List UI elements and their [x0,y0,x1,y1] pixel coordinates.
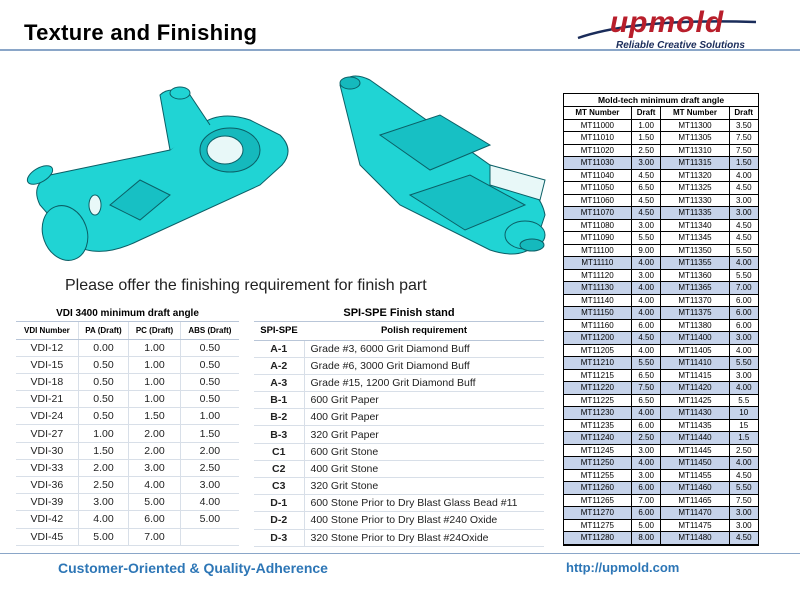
vdi-cell: VDI-30 [16,442,78,459]
moldtech-cell: MT11100 [564,244,631,257]
moldtech-cell: 4.00 [729,457,758,470]
vdi-cell [180,528,239,545]
vdi-cell: 1.00 [78,425,128,442]
vdi-cell: 0.50 [180,356,239,373]
moldtech-cell: 1.50 [631,132,661,145]
moldtech-cell: MT11235 [564,419,631,432]
spi-finish-table [254,305,544,547]
moldtech-cell: MT11320 [661,169,729,182]
spi-cell: B-1 [254,392,304,409]
moldtech-cell: 6.00 [631,419,661,432]
spi-cell: D-2 [254,512,304,529]
moldtech-cell: 6.00 [631,507,661,520]
moldtech-row [564,144,758,157]
vdi-cell: VDI-27 [16,425,78,442]
moldtech-cell: 5.50 [729,269,758,282]
spi-row [254,409,544,426]
vdi-cell: 1.50 [78,442,128,459]
moldtech-cell: MT11220 [564,382,631,395]
spi-row [254,340,544,357]
moldtech-cell: 5.5 [729,394,758,407]
moldtech-cell: 5.50 [729,357,758,370]
vdi-cell: 2.00 [180,442,239,459]
moldtech-cell: 1.00 [631,119,661,132]
moldtech-row [564,532,758,545]
spi-cell: D-1 [254,495,304,512]
moldtech-row [564,494,758,507]
moldtech-row [564,269,758,282]
vdi-cell: VDI-15 [16,356,78,373]
spi-row [254,512,544,529]
footer-slogan: Customer-Oriented & Quality-Adherence [58,560,328,576]
moldtech-cell: 6.00 [631,482,661,495]
vdi-cell: 0.50 [78,391,128,408]
spi-row [254,495,544,512]
moldtech-cell: MT11060 [564,194,631,207]
moldtech-cell: MT11480 [661,532,729,545]
vdi-cell: 3.00 [129,459,181,476]
spi-table-caption: SPI-SPE Finish stand [254,305,544,322]
spi-row [254,392,544,409]
moldtech-cell: 3.00 [631,444,661,457]
vdi-cell: 4.00 [129,477,181,494]
vdi-cell: 1.00 [129,373,181,390]
moldtech-cell: MT11400 [661,332,729,345]
moldtech-row [564,344,758,357]
spi-cell: A-3 [254,374,304,391]
moldtech-header-cell: MT Number [564,107,631,119]
moldtech-row [564,419,758,432]
moldtech-cell: MT11210 [564,357,631,370]
moldtech-cell: 6.50 [631,182,661,195]
moldtech-cell: MT11260 [564,482,631,495]
vdi-row [16,528,239,545]
moldtech-cell: MT11345 [661,232,729,245]
moldtech-row [564,207,758,220]
moldtech-cell: MT11330 [661,194,729,207]
spi-row [254,374,544,391]
logo-wordmark: upmold [609,6,725,39]
moldtech-cell: MT11120 [564,269,631,282]
moldtech-cell: MT11440 [661,432,729,445]
moldtech-cell: 5.50 [729,244,758,257]
moldtech-cell: 4.00 [729,257,758,270]
moldtech-row [564,132,758,145]
spi-header-cell: Polish requirement [304,322,544,340]
moldtech-cell: MT11360 [661,269,729,282]
spi-cell: 400 Grit Paper [304,409,544,426]
moldtech-cell: MT11380 [661,319,729,332]
moldtech-cell: MT11280 [564,532,631,545]
moldtech-row [564,357,758,370]
moldtech-cell: MT11310 [661,144,729,157]
vdi-cell: 1.00 [129,356,181,373]
moldtech-cell: MT11000 [564,119,631,132]
vdi-row [16,356,239,373]
moldtech-row [564,182,758,195]
moldtech-cell: 4.00 [631,457,661,470]
moldtech-cell: 4.00 [729,169,758,182]
moldtech-cell: MT11230 [564,407,631,420]
vdi-cell: VDI-21 [16,391,78,408]
moldtech-row [564,382,758,395]
moldtech-cell: 5.50 [631,357,661,370]
vdi-cell: VDI-39 [16,494,78,511]
moldtech-cell: MT11370 [661,294,729,307]
vdi-cell: 5.00 [78,528,128,545]
moldtech-cell: MT11305 [661,132,729,145]
vdi-cell: VDI-12 [16,339,78,356]
moldtech-cell: MT11470 [661,507,729,520]
vdi-row [16,373,239,390]
moldtech-cell: MT11080 [564,219,631,232]
moldtech-row [564,507,758,520]
moldtech-cell: MT11205 [564,344,631,357]
vdi-cell: 1.50 [180,425,239,442]
moldtech-cell: MT11475 [661,519,729,532]
vdi-cell: 1.00 [129,391,181,408]
moldtech-cell: 3.00 [729,194,758,207]
moldtech-cell: MT11435 [661,419,729,432]
vdi-cell: VDI-36 [16,477,78,494]
spi-cell: 320 Grit Stone [304,478,544,495]
vdi-cell: 0.50 [180,339,239,356]
spi-cell: A-2 [254,357,304,374]
moldtech-cell: MT11415 [661,369,729,382]
moldtech-cell: MT11300 [661,119,729,132]
moldtech-cell: MT11410 [661,357,729,370]
moldtech-cell: 7.00 [729,282,758,295]
moldtech-cell: 10 [729,407,758,420]
spi-row [254,443,544,460]
moldtech-cell: MT11430 [661,407,729,420]
moldtech-cell: 2.50 [631,432,661,445]
moldtech-cell: MT11450 [661,457,729,470]
moldtech-cell: 4.00 [729,382,758,395]
vdi-cell: 2.50 [180,459,239,476]
moldtech-cell: 4.50 [631,169,661,182]
spi-cell: 400 Grit Stone [304,460,544,477]
vdi-cell: VDI-42 [16,511,78,528]
moldtech-cell: 7.50 [729,144,758,157]
moldtech-cell: 4.00 [631,344,661,357]
moldtech-cell: MT11010 [564,132,631,145]
vdi-row [16,511,239,528]
moldtech-header-cell: Draft [631,107,661,119]
moldtech-cell: MT11455 [661,469,729,482]
spi-row [254,460,544,477]
moldtech-row [564,157,758,170]
moldtech-row [564,369,758,382]
spi-row [254,529,544,546]
moldtech-cell: MT11255 [564,469,631,482]
moldtech-row [564,194,758,207]
moldtech-draft-table [563,93,759,546]
moldtech-cell: MT11240 [564,432,631,445]
vdi-cell: 5.00 [129,494,181,511]
moldtech-cell: 3.00 [631,219,661,232]
spi-cell: 320 Grit Paper [304,426,544,443]
vdi-cell: 0.50 [180,373,239,390]
spi-cell: Grade #15, 1200 Grit Diamond Buff [304,374,544,391]
vdi-cell: 0.50 [180,391,239,408]
spi-cell: D-3 [254,529,304,546]
moldtech-cell: 4.50 [631,332,661,345]
vdi-cell: 4.00 [180,494,239,511]
moldtech-cell: 7.50 [729,132,758,145]
moldtech-cell: 4.50 [631,207,661,220]
moldtech-row [564,294,758,307]
moldtech-cell: 3.00 [631,269,661,282]
vdi-row [16,494,239,511]
moldtech-cell: 15 [729,419,758,432]
moldtech-row [564,432,758,445]
part-rendering-right [340,76,545,254]
spi-cell: 600 Stone Prior to Dry Blast Glass Bead #11 [304,495,544,512]
vdi-row [16,339,239,356]
spi-cell: C2 [254,460,304,477]
vdi-cell: VDI-45 [16,528,78,545]
moldtech-cell: 6.50 [631,369,661,382]
spi-row [254,357,544,374]
moldtech-row [564,482,758,495]
moldtech-row [564,307,758,320]
vdi-draft-table [16,305,239,546]
spi-cell: 600 Grit Paper [304,392,544,409]
moldtech-row [564,519,758,532]
moldtech-cell: MT11265 [564,494,631,507]
vdi-cell: 0.50 [78,408,128,425]
vdi-header-cell: VDI Number [16,322,78,339]
vdi-row [16,477,239,494]
moldtech-row [564,119,758,132]
vdi-table-caption: VDI 3400 minimum draft angle [16,305,239,322]
footer-divider [0,553,800,554]
moldtech-cell: MT11465 [661,494,729,507]
moldtech-cell: MT11225 [564,394,631,407]
moldtech-cell: MT11420 [661,382,729,395]
moldtech-cell: 3.00 [631,157,661,170]
moldtech-cell: MT11315 [661,157,729,170]
spi-cell: B-2 [254,409,304,426]
spi-row [254,426,544,443]
moldtech-cell: 4.50 [729,532,758,545]
vdi-cell: 7.00 [129,528,181,545]
moldtech-cell: 4.00 [631,407,661,420]
footer-url-link[interactable]: http://upmold.com [566,560,680,575]
moldtech-cell: 4.00 [729,344,758,357]
vdi-cell: 0.50 [78,356,128,373]
moldtech-cell: MT11405 [661,344,729,357]
vdi-cell: 6.00 [129,511,181,528]
vdi-row [16,391,239,408]
vdi-cell: VDI-24 [16,408,78,425]
logo-tagline: Reliable Creative Solutions [616,40,745,51]
moldtech-cell: 4.50 [729,469,758,482]
spi-header-row [254,322,544,340]
moldtech-cell: 7.50 [729,494,758,507]
moldtech-cell: 4.00 [631,282,661,295]
moldtech-cell: MT11355 [661,257,729,270]
vdi-cell: 3.00 [180,477,239,494]
moldtech-cell: MT11020 [564,144,631,157]
vdi-cell: 1.00 [180,408,239,425]
moldtech-header-cell: Draft [729,107,758,119]
moldtech-cell: 4.50 [729,219,758,232]
moldtech-header-cell: MT Number [661,107,729,119]
moldtech-table-caption: Mold-tech minimum draft angle [564,94,758,107]
vdi-row [16,442,239,459]
moldtech-cell: 5.00 [631,519,661,532]
vdi-row [16,408,239,425]
vdi-cell: 2.00 [129,442,181,459]
moldtech-cell: MT11215 [564,369,631,382]
spi-header-cell: SPI-SPE [254,322,304,340]
moldtech-cell: MT11365 [661,282,729,295]
vdi-header-cell: PA (Draft) [78,322,128,339]
spi-cell: A-1 [254,340,304,357]
moldtech-cell: 3.50 [729,119,758,132]
vdi-cell: VDI-18 [16,373,78,390]
spi-row [254,478,544,495]
vdi-row [16,425,239,442]
spi-cell: 320 Stone Prior to Dry Blast #24Oxide [304,529,544,546]
spi-cell: 400 Stone Prior to Dry Blast #240 Oxide [304,512,544,529]
moldtech-cell: MT11130 [564,282,631,295]
vdi-cell: 1.00 [129,339,181,356]
moldtech-cell: MT11425 [661,394,729,407]
vdi-cell: 0.00 [78,339,128,356]
moldtech-cell: MT11070 [564,207,631,220]
moldtech-cell: MT11375 [661,307,729,320]
spi-cell: Grade #3, 6000 Grit Diamond Buff [304,340,544,357]
moldtech-cell: MT11110 [564,257,631,270]
vdi-cell: 1.50 [129,408,181,425]
slide-title: Texture and Finishing [24,20,258,45]
moldtech-cell: 1.5 [729,432,758,445]
vdi-cell: 5.00 [180,511,239,528]
moldtech-cell: MT11090 [564,232,631,245]
moldtech-row [564,469,758,482]
finish-request-text: Please offer the finishing requirement for finish part [65,277,427,294]
moldtech-cell: 3.00 [631,469,661,482]
moldtech-cell: 5.50 [631,232,661,245]
moldtech-cell: MT11350 [661,244,729,257]
moldtech-cell: MT11245 [564,444,631,457]
moldtech-row [564,457,758,470]
moldtech-cell: 6.00 [729,294,758,307]
moldtech-cell: MT11160 [564,319,631,332]
moldtech-cell: 6.00 [729,307,758,320]
vdi-cell: 4.00 [78,511,128,528]
moldtech-cell: MT11445 [661,444,729,457]
moldtech-cell: MT11200 [564,332,631,345]
moldtech-cell: 5.50 [729,482,758,495]
moldtech-row [564,244,758,257]
moldtech-cell: 9.00 [631,244,661,257]
vdi-header-row [16,322,239,339]
moldtech-cell: 4.00 [631,294,661,307]
moldtech-cell: 4.50 [729,232,758,245]
part-rendering-left [24,87,288,267]
vdi-cell: 0.50 [78,373,128,390]
moldtech-cell: MT11335 [661,207,729,220]
moldtech-cell: MT11040 [564,169,631,182]
moldtech-row [564,282,758,295]
moldtech-row [564,232,758,245]
moldtech-header-row [564,107,758,119]
moldtech-row [564,332,758,345]
moldtech-cell: MT11050 [564,182,631,195]
moldtech-cell: 3.00 [729,332,758,345]
spi-cell: B-3 [254,426,304,443]
moldtech-cell: 7.00 [631,494,661,507]
moldtech-cell: MT11460 [661,482,729,495]
vdi-cell: 2.00 [129,425,181,442]
moldtech-cell: MT11340 [661,219,729,232]
spi-cell: C3 [254,478,304,495]
vdi-cell: 2.00 [78,459,128,476]
vdi-cell: 2.50 [78,477,128,494]
spi-cell: Grade #6, 3000 Grit Diamond Buff [304,357,544,374]
vdi-cell: VDI-33 [16,459,78,476]
moldtech-cell: 6.00 [729,319,758,332]
spi-cell: C1 [254,443,304,460]
moldtech-row [564,169,758,182]
moldtech-cell: 4.50 [631,194,661,207]
moldtech-cell: 3.00 [729,507,758,520]
moldtech-cell: MT11270 [564,507,631,520]
moldtech-cell: 6.50 [631,394,661,407]
moldtech-cell: 1.50 [729,157,758,170]
vdi-header-cell: PC (Draft) [129,322,181,339]
vdi-row [16,459,239,476]
moldtech-cell: 2.50 [631,144,661,157]
moldtech-cell: 4.00 [631,307,661,320]
moldtech-cell: MT11275 [564,519,631,532]
spi-cell: 600 Grit Stone [304,443,544,460]
moldtech-row [564,319,758,332]
moldtech-cell: MT11250 [564,457,631,470]
vdi-cell: 3.00 [78,494,128,511]
moldtech-cell: 8.00 [631,532,661,545]
moldtech-cell: 3.00 [729,207,758,220]
moldtech-row [564,444,758,457]
vdi-header-cell: ABS (Draft) [180,322,239,339]
moldtech-row [564,257,758,270]
molded-part-renderings [20,55,555,275]
moldtech-cell: 6.00 [631,319,661,332]
moldtech-cell: 4.50 [729,182,758,195]
moldtech-cell: MT11140 [564,294,631,307]
moldtech-row [564,219,758,232]
moldtech-cell: 2.50 [729,444,758,457]
moldtech-cell: MT11030 [564,157,631,170]
upmold-logo [572,6,762,54]
moldtech-row [564,407,758,420]
moldtech-cell: 7.50 [631,382,661,395]
moldtech-cell: MT11150 [564,307,631,320]
moldtech-cell: 3.00 [729,519,758,532]
moldtech-cell: 4.00 [631,257,661,270]
moldtech-cell: MT11325 [661,182,729,195]
moldtech-row [564,394,758,407]
moldtech-cell: 3.00 [729,369,758,382]
